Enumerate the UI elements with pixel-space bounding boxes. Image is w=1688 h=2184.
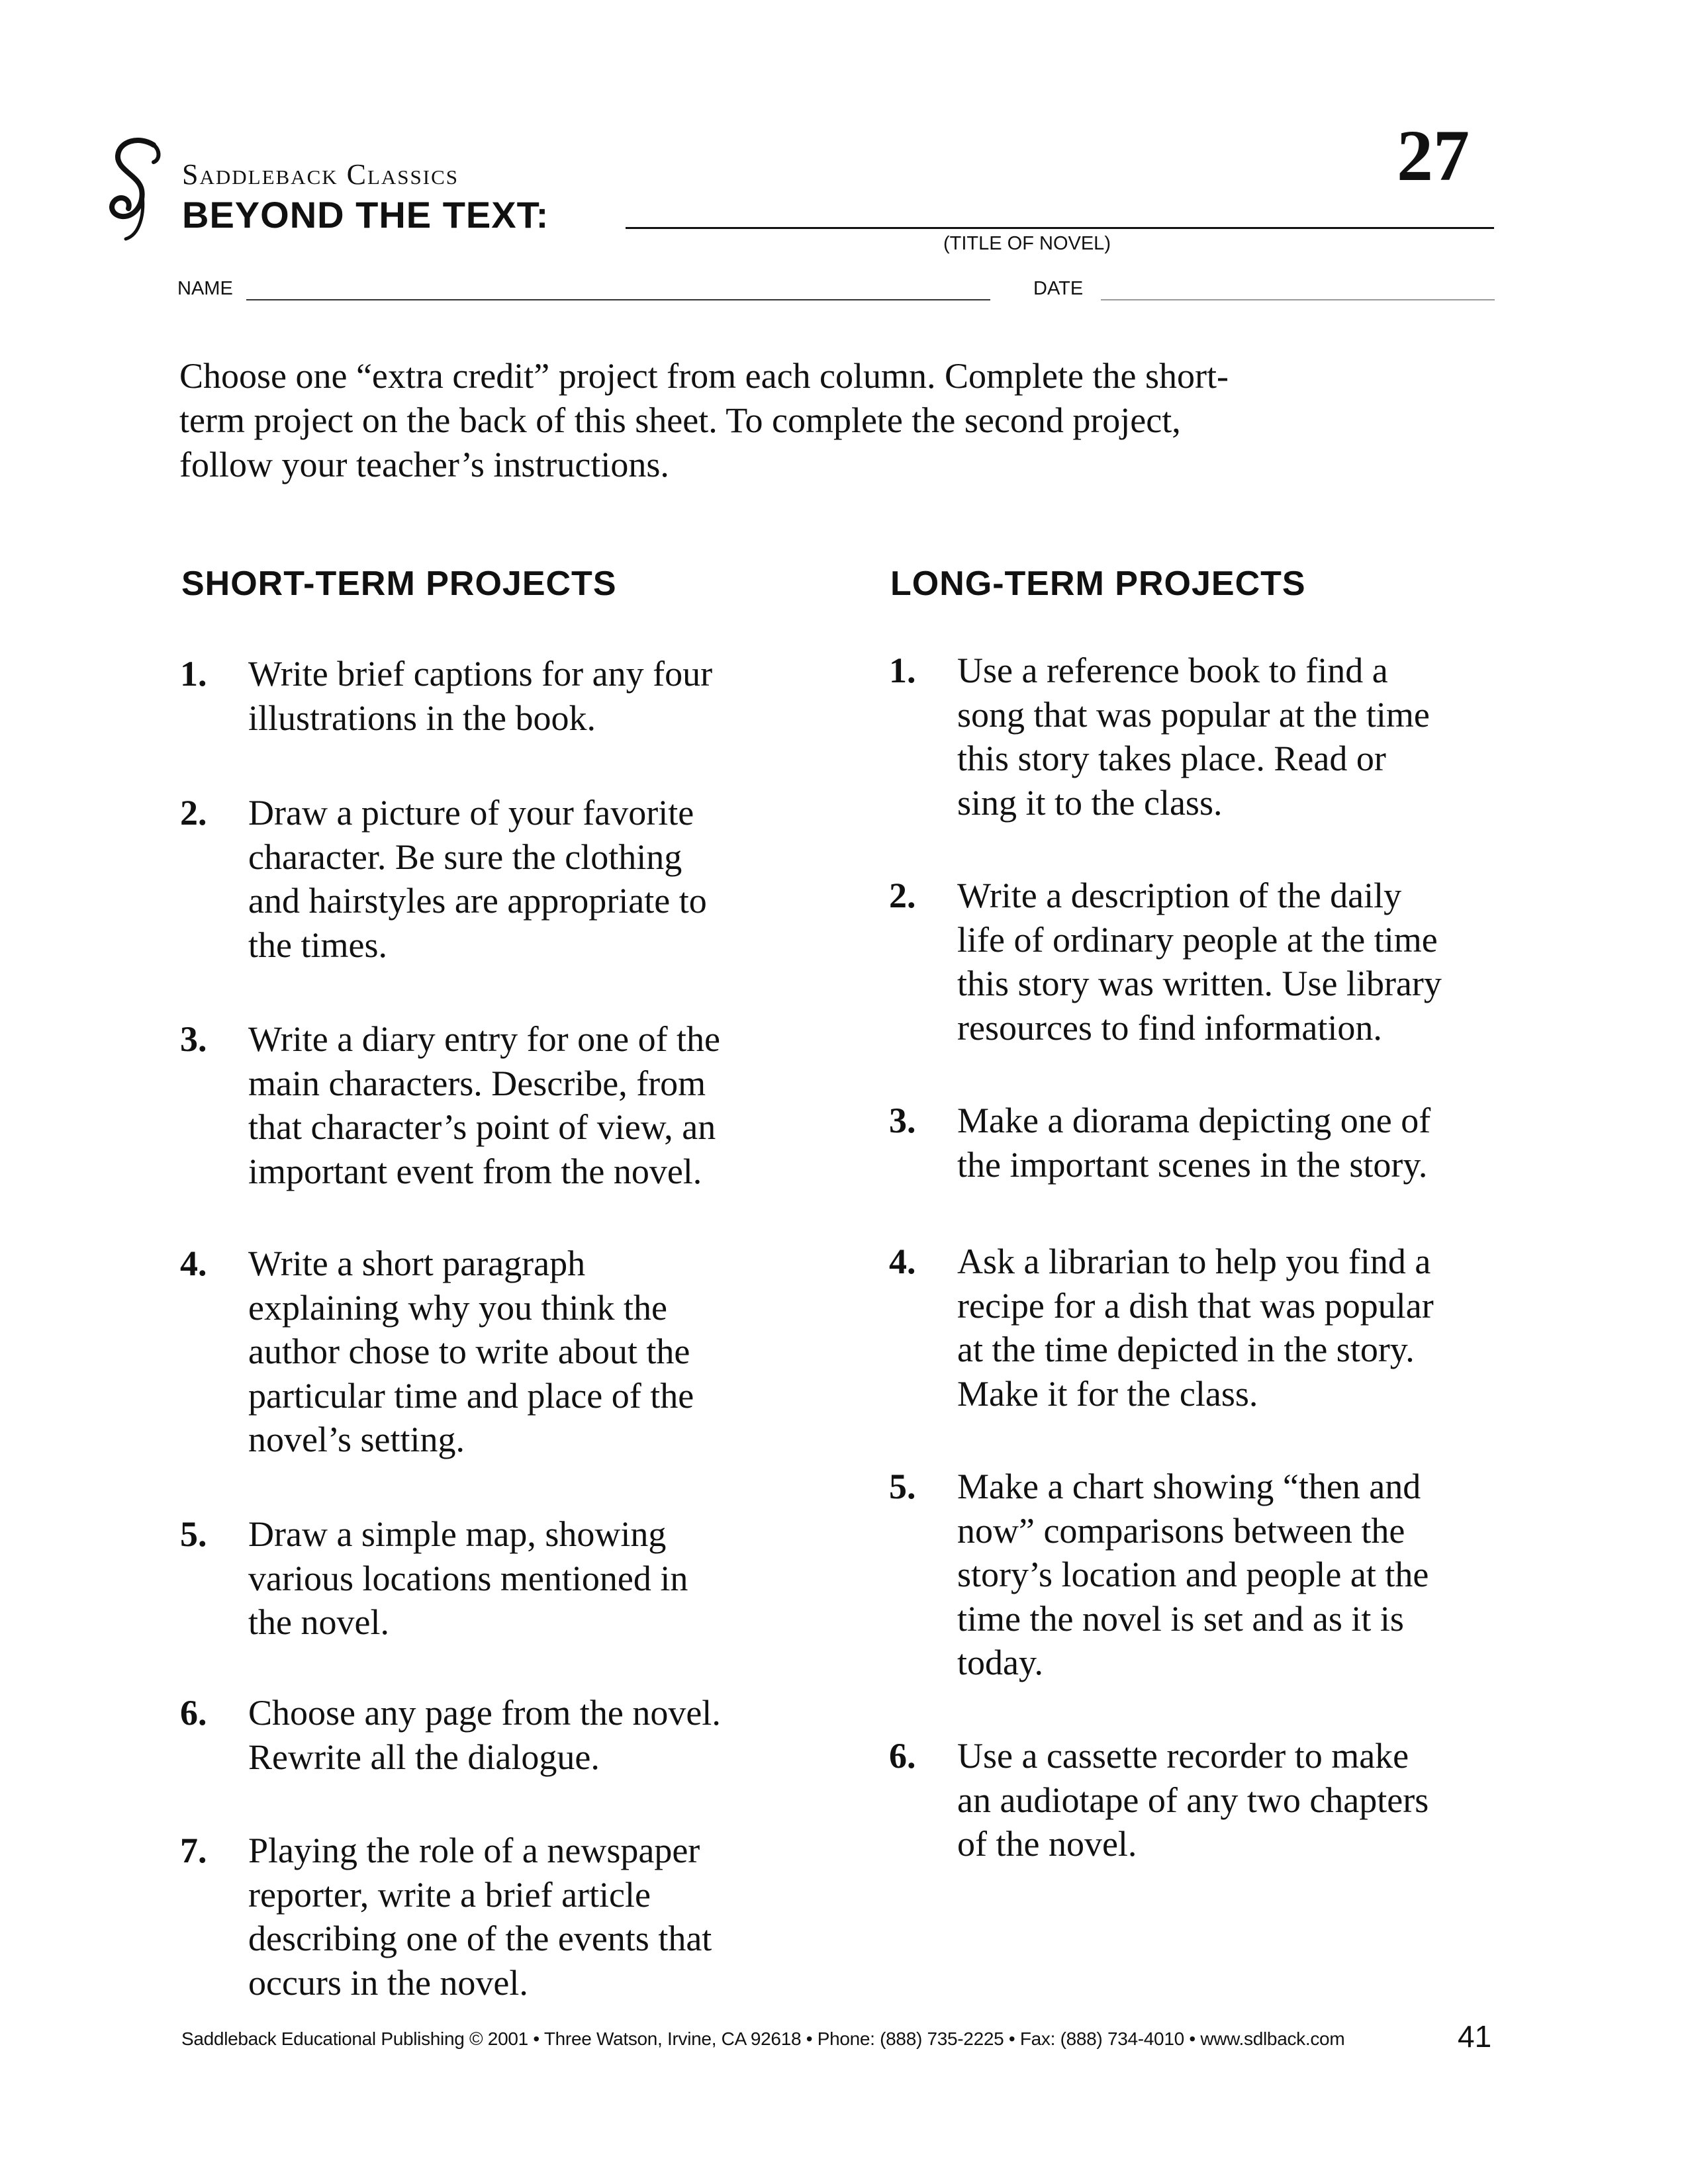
- short-term-heading: SHORT-TERM PROJECTS: [181, 565, 617, 603]
- item-line: Rewrite all the dialogue.: [248, 1737, 600, 1777]
- item-number: 6.: [889, 1736, 916, 1776]
- item-line: Ask a librarian to help you find a: [957, 1242, 1431, 1281]
- item-number: 4.: [180, 1244, 207, 1283]
- item-line: this story takes place. Read or: [957, 739, 1386, 778]
- item-number: 6.: [180, 1693, 207, 1733]
- item-line: resources to find information.: [957, 1007, 1382, 1048]
- item-line: author chose to write about the: [248, 1332, 690, 1371]
- item-line: main characters. Describe, from: [248, 1063, 706, 1103]
- item-number: 1.: [889, 651, 916, 690]
- item-line: various locations mentioned in: [248, 1558, 688, 1598]
- item-number: 2.: [889, 876, 916, 915]
- item-line: novel’s setting.: [248, 1420, 465, 1459]
- item-line: the important scenes in the story.: [957, 1144, 1428, 1185]
- item-number: 3.: [889, 1101, 916, 1140]
- item-number: 4.: [889, 1242, 916, 1281]
- publisher-footer: Saddleback Educational Publishing © 2001 • Three Watson, Irvine, CA 92618 • Phone: (888) 735-2225 • Fax: (888) 734-4010 • www.sdlback.com: [181, 2028, 1345, 2049]
- page-number: 41: [1458, 2019, 1492, 2054]
- item-line: now” comparisons between the: [957, 1510, 1405, 1551]
- item-line: important event from the novel.: [248, 1151, 702, 1191]
- item-line: recipe for a dish that was popular: [957, 1285, 1434, 1326]
- item-number: 2.: [180, 793, 207, 833]
- item-line: story’s location and people at the: [957, 1555, 1429, 1594]
- item-line: time the novel is set and as it is: [957, 1598, 1404, 1639]
- item-line: particular time and place of the: [248, 1375, 694, 1416]
- item-line: character. Be sure the clothing: [248, 837, 682, 877]
- item-line: Make a chart showing “then and: [957, 1467, 1421, 1506]
- item-number: 5.: [180, 1514, 207, 1554]
- name-field[interactable]: [246, 299, 990, 300]
- item-line: Write a diary entry for one of the: [248, 1019, 721, 1059]
- item-line: Draw a simple map, showing: [248, 1514, 667, 1554]
- saddleback-s-logo-icon: [99, 136, 173, 242]
- item-line: Make a diorama depicting one of: [957, 1101, 1431, 1140]
- item-number: 5.: [889, 1467, 916, 1506]
- sheet-number: 27: [1397, 115, 1470, 196]
- item-line: Draw a picture of your favorite: [248, 793, 694, 833]
- item-line: this story was written. Use library: [957, 964, 1442, 1003]
- instructions: [179, 354, 1437, 487]
- item-line: occurs in the novel.: [248, 1962, 528, 2003]
- title-caption: (TITLE OF NOVEL): [943, 233, 1111, 254]
- item-line: Make it for the class.: [957, 1373, 1258, 1414]
- date-label: DATE: [1033, 278, 1084, 299]
- item-line: Write a description of the daily: [957, 876, 1402, 915]
- brand-name: Saddleback Classics: [182, 158, 459, 191]
- novel-title-field[interactable]: [626, 227, 1494, 229]
- item-line: and hairstyles are appropriate to: [248, 881, 707, 921]
- item-line: Write brief captions for any four: [248, 654, 713, 694]
- item-number: 7.: [180, 1831, 207, 1870]
- item-line: Write a short paragraph: [248, 1244, 586, 1283]
- item-line: Use a reference book to find a: [957, 651, 1388, 690]
- item-line: Choose any page from the novel.: [248, 1693, 721, 1733]
- name-label: NAME: [177, 278, 233, 299]
- item-number: 1.: [180, 654, 207, 694]
- item-line: sing it to the class.: [957, 782, 1223, 823]
- item-line: Playing the role of a newspaper: [248, 1831, 700, 1870]
- item-line: song that was popular at the time: [957, 694, 1430, 735]
- item-line: at the time depicted in the story.: [957, 1330, 1415, 1369]
- item-line: the times.: [248, 925, 387, 965]
- item-line: of the novel.: [957, 1824, 1137, 1864]
- item-line: illustrations in the book.: [248, 698, 596, 738]
- item-number: 3.: [180, 1019, 207, 1059]
- item-line: explaining why you think the: [248, 1287, 667, 1328]
- item-line: reporter, write a brief article: [248, 1874, 651, 1915]
- item-line: describing one of the events that: [248, 1919, 712, 1958]
- instructions-line: follow your teacher’s instructions.: [179, 445, 669, 484]
- item-line: the novel.: [248, 1602, 389, 1642]
- item-line: life of ordinary people at the time: [957, 919, 1438, 960]
- date-field[interactable]: [1101, 299, 1495, 300]
- item-line: today.: [957, 1643, 1043, 1682]
- item-line: that character’s point of view, an: [248, 1107, 716, 1147]
- long-term-heading: LONG-TERM PROJECTS: [890, 565, 1306, 603]
- item-line: an audiotape of any two chapters: [957, 1780, 1429, 1820]
- item-line: Use a cassette recorder to make: [957, 1736, 1409, 1776]
- instructions-line: term project on the back of this sheet. To complete the second project,: [179, 400, 1181, 440]
- instructions-line: Choose one “extra credit” project from each column. Complete the short-: [179, 356, 1229, 396]
- worksheet-heading: BEYOND THE TEXT:: [182, 194, 549, 236]
